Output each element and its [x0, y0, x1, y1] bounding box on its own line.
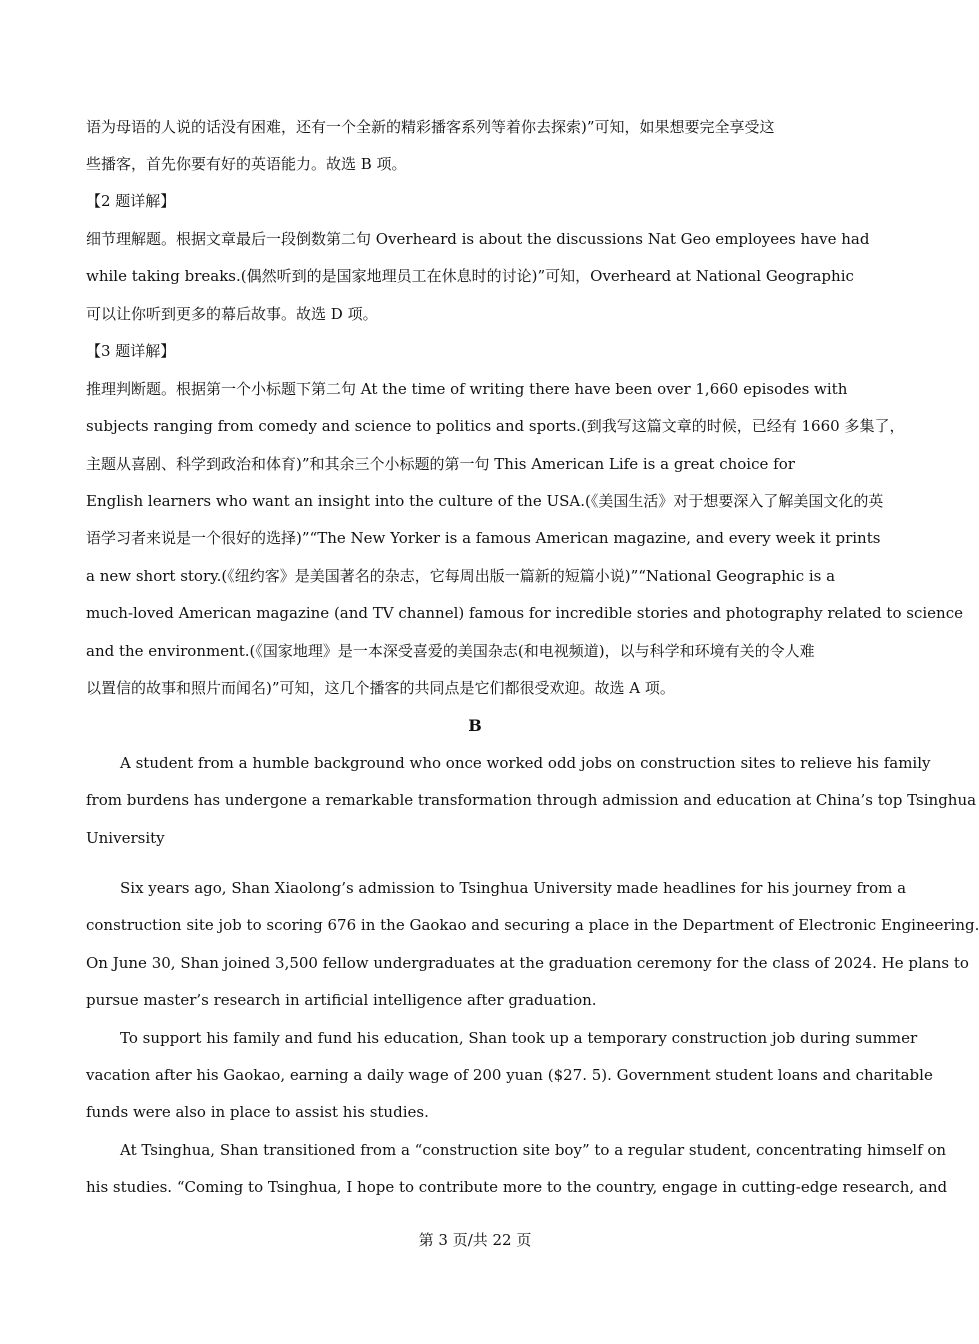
q3-heading: 【3 题详解】	[86, 342, 176, 360]
paragraph-line: his studies. “Coming to Tsinghua, I hope to contribute more to the country, engage in cutting-edge research, and	[86, 1178, 948, 1196]
intro-line: A student from a humble background who once worked odd jobs on construction sites to relieve his family	[120, 754, 931, 772]
q2-line: while taking breaks.(偶然听到的是国家地理员工在休息时的讨论)”可知，Overheard at National Geographic	[86, 267, 854, 285]
q3-line: English learners who want an insight into the culture of the USA.(《美国生活》对于想要深入了解美国文化的英	[86, 492, 884, 510]
paragraph-line: To support his family and fund his education, Shan took up a temporary construction job during summer	[120, 1029, 918, 1047]
page-number: 第 3 页/共 22 页	[418, 1231, 532, 1249]
q3-line: a new short story.(《纽约客》是美国著名的杂志，它每周出版一篇新的短篇小说)”“National Geographic is a	[86, 567, 836, 585]
paragraph-line: At Tsinghua, Shan transitioned from a “construction site boy” to a regular student, concentrating himself on	[120, 1141, 947, 1159]
intro-line: from burdens has undergone a remarkable transformation through admission and education at China’s top Tsinghua	[86, 791, 977, 809]
q3-line: 主题从喜剧、科学到政治和体育)”和其余三个小标题的第一句 This American Life is a great choice for	[86, 455, 795, 473]
paragraph-line: vacation after his Gaokao, earning a daily wage of 200 yuan ($27. 5). Government student loans and charitable	[86, 1066, 933, 1084]
section-b-title: B	[468, 716, 482, 735]
q2-line: 细节理解题。根据文章最后一段倒数第二句 Overheard is about the discussions Nat Geo employees have had	[86, 230, 870, 248]
paragraph-line: pursue master’s research in artificial intelligence after graduation.	[86, 991, 597, 1009]
q3-line: and the environment.(《国家地理》是一本深受喜爱的美国杂志(和电视频道)，以与科学和环境有关的令人难	[86, 642, 815, 660]
q3-line: 推理判断题。根据第一个小标题下第二句 At the time of writing there have been over 1,660 episodes with	[86, 380, 848, 398]
q2-line: 可以让你听到更多的幕后故事。故选 D 项。	[86, 305, 378, 323]
q3-line: 以置信的故事和照片而闻名)”可知，这几个播客的共同点是它们都很受欢迎。故选 A 项。	[86, 679, 675, 697]
q3-line: subjects ranging from comedy and science to politics and sports.(到我写这篇文章的时候，已经有 1660 多集了，	[86, 417, 905, 435]
q1-tail-line: 些播客，首先你要有好的英语能力。故选 B 项。	[86, 155, 407, 173]
paragraph-line: construction site job to scoring 676 in the Gaokao and securing a place in the Department of Electronic Engineering.	[86, 916, 979, 934]
paragraph-line: On June 30, Shan joined 3,500 fellow undergraduates at the graduation ceremony for the class of 2024. He plans to	[86, 954, 969, 972]
q1-tail-line: 语为母语的人说的话没有困难，还有一个全新的精彩播客系列等着你去探索)”可知，如果想要完全享受这	[86, 118, 775, 136]
q3-line: 语学习者来说是一个很好的选择)”“The New Yorker is a famous American magazine, and every week it prints	[86, 529, 881, 547]
q3-line: much-loved American magazine (and TV channel) famous for incredible stories and photography related to science	[86, 604, 963, 622]
paragraph-line: funds were also in place to assist his studies.	[86, 1103, 429, 1121]
q2-heading: 【2 题详解】	[86, 192, 176, 210]
paragraph-line: Six years ago, Shan Xiaolong’s admission to Tsinghua University made headlines for his journey from a	[120, 879, 907, 897]
intro-line: University	[86, 829, 165, 847]
